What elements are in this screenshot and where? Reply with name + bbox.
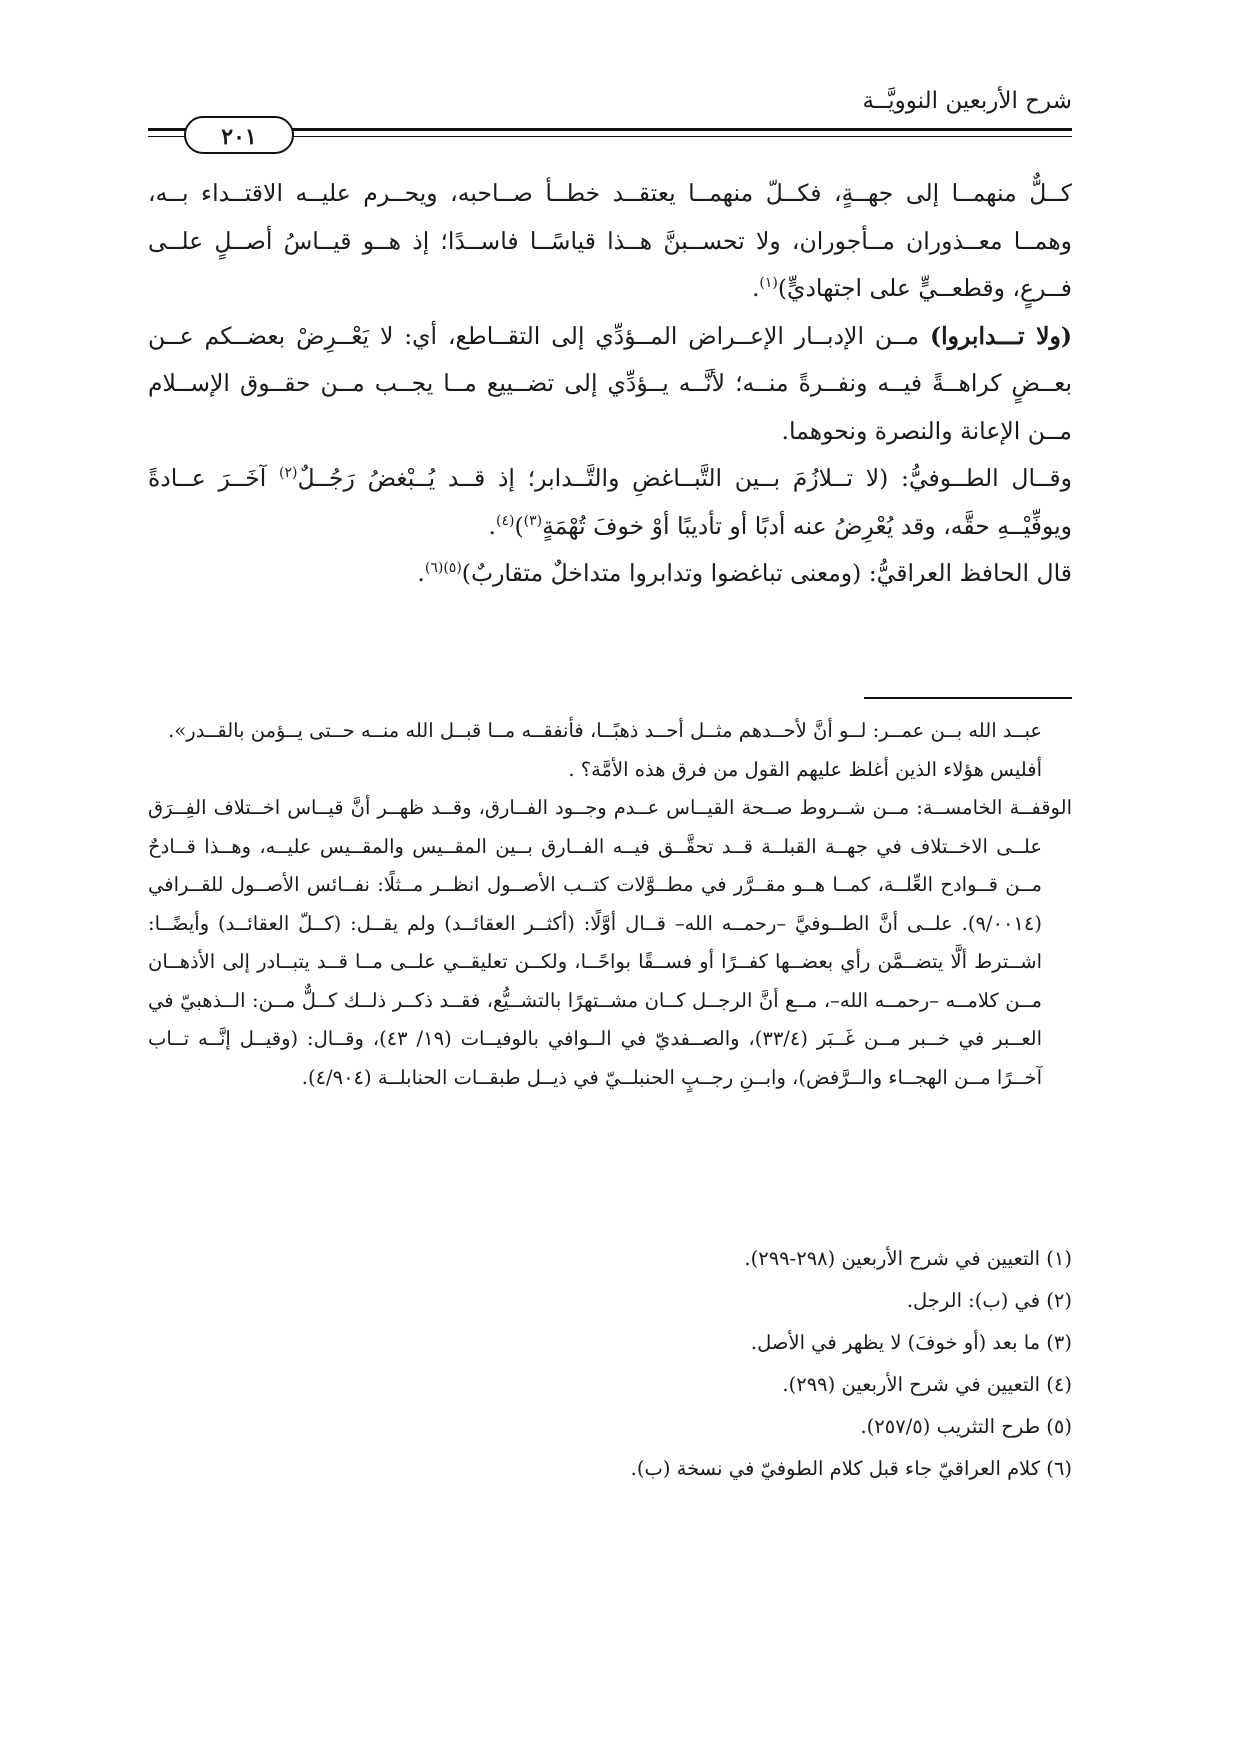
main-text bbox=[148, 170, 1072, 598]
footnote-fifth-pause: الوقفــة الخامســة: مــن شــروط صــحة القيــاس عــدم وجــود الفــارق، وقــد ظهــر أنَّ قيــاس اخــتلاف الفِــرَق علــى الاخــتلاف في جهــة القبلــة قــد تحقَّــق فيــه الفــارق بــين المقــيس والمقــيس عليــه، وهــذا قــادحٌ مــن قــوادح العِّلــة، كمــا هــو مقــرَّر في مطــوَّلات كتــب الأصــول انظــر مــثلًا: نفــائس الأصــول للقــرافي (٩/٠٠١٤). علــى أنَّ الطــوفيَّ –رحمــه الله– قــال أوَّلًا: (أكثــر العقائــد) ولم يقــل: (كــلّ العقائــد) وأيضًــا: اشــترط ألَّا يتضــمَّن رأي بعضــها كفــرًا أو فســقًا بواحًــا، ولكــن تعليقــي علــى مــا قــد يتبــادر إلى الأذهــان مــن كلامــه –رحمــه الله–، مــع أنَّ الرجــل كــان مشــتهرًا بالتشــيُّع، فقــد ذكــر ذلــك كــلٌّ مــن: الــذهبيّ في العــبر في خــبر مــن غَــبَر (٣٣/٤)، والصــفديّ في الــوافي بالوفيــات (١٩/ ٤٣)، وقــال: (وقيــل إنَّــه تــاب آخــرًا مــن الهجــاء والــرَّفض)، وابــنِ رجــبٍ الحنبلــيّ في ذيــل طبقــات الحنابلــة (٤/٩٠٤). bbox=[148, 796, 1072, 1089]
paragraph-1: كــلٌّ منهمــا إلى جهــةٍ، فكــلّ منهمــا يعتقــد خطــأ صــاحبه، ويحــرم عليــه الاقتــداء بــه، وهمــا معــذوران مــأجوران، ولا تحســبنَّ هــذا قياسًــا فاســدًا؛ إذ هــو قيــاسُ أصــلٍ علــى فــرعٍ، وقطعــيٍّ على اجتهاديٍّ)$^{(١)}$. bbox=[148, 179, 1072, 302]
footnote-4: (٤) التعيين في شرح الأربعين (٢٩٩). bbox=[782, 1373, 1072, 1396]
footnote-separator bbox=[864, 697, 1072, 699]
footnote-5: (٥) طرح التثريب (٢٥٧/٥). bbox=[860, 1415, 1072, 1438]
footnote-3: (٣) ما بعد (أو خوفَ) لا يظهر في الأصل. bbox=[750, 1331, 1072, 1354]
paragraph-4: قال الحافظ العراقيُّ: (ومعنى تباغضوا وتدابروا متداخلٌ متقاربٌ)$^{(٥)(٦)}$. bbox=[417, 559, 1072, 587]
footnote-list bbox=[148, 1238, 1072, 1490]
footnote-ref-2: (٢) bbox=[278, 465, 298, 482]
page-number: ٢٠١ bbox=[184, 116, 294, 154]
footnote-6: (٦) كلام العراقيّ جاء قبل كلام الطوفيّ في نسخة (ب). bbox=[630, 1457, 1072, 1480]
footnote-continuation-1: عبــد الله بــن عمــر: لــو أنَّ لأحــدهم مثــل أحــد ذهبًــا، فأنفقــه مــا قبــل الله منــه حــتى يــؤمن بالقــدر». bbox=[168, 719, 1042, 742]
paragraph-3: وقــال الطــوفيُّ: (لا تــلازُمَ بــين التَّبــاغضِ والتَّــدابر؛ إذ قــد يُــبْغضُ رَجُــلٌ$^{(٢)}$ آخَــرَ عــادةً ويوفِّيْــهِ حقَّه، وقد يُعْرِضُ عنه أدبًا أو تأديبًا أوْ خوفَ تُهْمَةٍ$^{(٣)}$)$^{(٤)}$. bbox=[148, 464, 1072, 540]
footnote-2: (٢) في (ب): الرجل. bbox=[906, 1289, 1072, 1312]
running-title: شرح الأربعين النوويَّــة bbox=[862, 88, 1072, 114]
footnote-ref-4: (٤) bbox=[495, 512, 515, 529]
footnote-ref-5-6: (٥)(٦) bbox=[424, 560, 462, 577]
footnotes-continued bbox=[148, 712, 1072, 1097]
paragraph-2: (ولا تـــدابروا) مــن الإدبــار الإعــراض المــؤدِّي إلى التقــاطع، أي: لا يَعْــرِضْ بعضــكم عــن بعــضٍ كراهــةً فيــه ونفــرةً منــه؛ لأنَّــه يــؤدِّي إلى تضــييع مــا يجــب مــن حقــوق الإســلام مــن الإعانة والنصرة ونحوهما. bbox=[148, 321, 1072, 445]
footnote-1: (١) التعيين في شرح الأربعين (٢٩٨-٢٩٩). bbox=[744, 1247, 1072, 1270]
hadith-phrase: (ولا تـــدابروا) bbox=[929, 321, 1072, 350]
footnote-ref-1: (١) bbox=[759, 275, 778, 292]
footnote-continuation-2: أفليس هؤلاء الذين أغلظ عليهم القول من فرق هذه الأمَّة؟ . bbox=[568, 757, 1042, 781]
footnote-ref-3: (٣) bbox=[523, 512, 543, 529]
